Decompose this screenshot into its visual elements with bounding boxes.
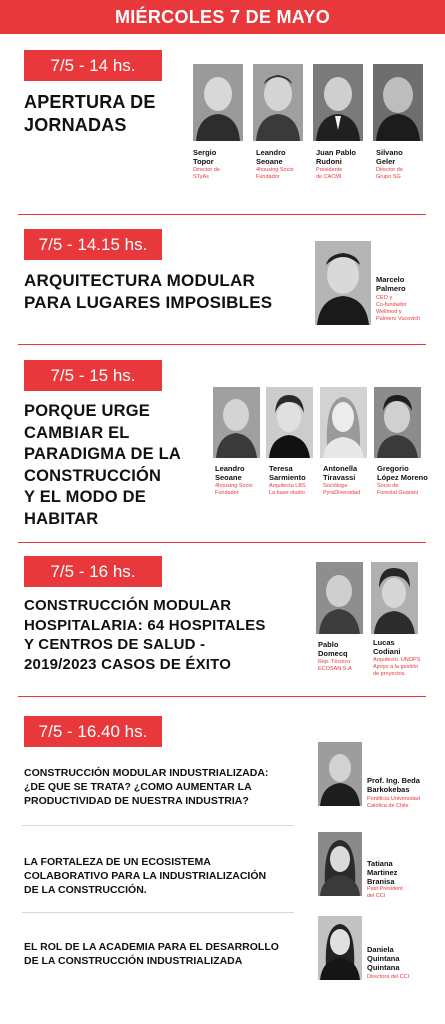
person-portrait-icon <box>193 64 243 141</box>
speaker-role: Past President del CCI <box>367 886 403 899</box>
speaker-role: Socio de Forestal Guaraní <box>377 483 419 496</box>
person-portrait-icon <box>316 562 363 634</box>
speaker-name: Juan Pablo Rudoni <box>316 148 357 166</box>
session-4-time: 7/5 - 16 hs. <box>24 556 162 587</box>
session-5-time: 7/5 - 16.40 hs. <box>24 716 162 747</box>
speaker-photo-teresa-sarmiento <box>266 387 313 458</box>
speaker-name: Leandro Seoane <box>215 464 245 482</box>
session-2-time: 7/5 - 14.15 hs. <box>24 229 162 260</box>
speaker-role: Presidente de CACMI <box>316 167 343 180</box>
talk-divider <box>22 912 294 913</box>
page-header: MIÉRCOLES 7 DE MAYO <box>0 0 445 34</box>
speaker-photo-tatiana-martinez-branisa <box>318 832 362 896</box>
talk-title: CONSTRUCCIÓN MODULAR INDUSTRIALIZADA: ¿DE QUE SE TRATA? ¿COMO AUMENTAR LA PRODUCTIVIDAD DE NUESTRA INDUSTRIA? <box>24 767 269 807</box>
person-portrait-icon <box>315 241 371 325</box>
speaker-photo-sergio-topor <box>193 64 243 141</box>
speaker-name: Daniela Quintana Quintana <box>367 945 400 972</box>
speaker-role: 4housing Socio Fundador <box>256 167 294 180</box>
speaker-photo-leandro-seoane <box>213 387 260 458</box>
speaker-role: Pontificia Universidad Católica de Chile <box>367 796 420 809</box>
person-portrait-icon <box>318 832 362 896</box>
speaker-photo-beda-barkokebas <box>318 742 362 806</box>
person-portrait-icon <box>253 64 303 141</box>
talk-divider <box>22 825 294 826</box>
session-4-title: CONSTRUCCIÓN MODULAR HOSPITALARIA: 64 HOSPITALES Y CENTROS DE SALUD - 2019/2023 CASOS DE ÉXITO <box>24 597 266 673</box>
speaker-name: Gregorio López Moreno <box>377 464 428 482</box>
person-portrait-icon <box>374 387 421 458</box>
person-portrait-icon <box>373 64 423 141</box>
session-3-time: 7/5 - 15 hs. <box>24 360 162 391</box>
speaker-photo-gregorio-lopez-moreno <box>374 387 421 458</box>
speaker-name: Lucas Codiani <box>373 638 401 656</box>
person-portrait-icon <box>318 916 362 980</box>
speaker-role: Arquitecta LBS La base studio <box>269 483 306 496</box>
speaker-photo-leandro-seoane <box>253 64 303 141</box>
speaker-name: Tatiana Martinez Branisa <box>367 859 398 886</box>
speaker-name: Antonella Tiravassi <box>323 464 358 482</box>
person-portrait-icon <box>266 387 313 458</box>
person-portrait-icon <box>320 387 367 458</box>
person-portrait-icon <box>318 742 362 806</box>
speaker-photo-daniela-quintana <box>318 916 362 980</box>
talk-title: EL ROL DE LA ACADEMIA PARA EL DESARROLLO DE LA CONSTRUCCIÓN INDUSTRIALIZADA <box>24 941 279 967</box>
session-1-title: APERTURA DE JORNADAS <box>24 92 156 135</box>
speaker-name: Pablo Domecq <box>318 640 348 658</box>
speaker-name: Teresa Sarmiento <box>269 464 306 482</box>
person-portrait-icon <box>371 562 418 634</box>
speaker-role: Directora del CCI <box>367 974 410 980</box>
session-3-title: PORQUE URGE CAMBIAR EL PARADIGMA DE LA CONSTRUCCIÓN Y EL MODO DE HABITAR <box>24 402 181 528</box>
speaker-role: CEO y Co-fundador Wellmod y Palmero Vucovich <box>376 295 421 322</box>
person-portrait-icon <box>213 387 260 458</box>
speaker-photo-antonella-tiravassi <box>320 387 367 458</box>
speaker-name: Silvano Geler <box>376 148 403 166</box>
speaker-role: Rep. Técnico ECOSAN S.A <box>318 659 352 672</box>
speaker-photo-pablo-domecq <box>316 562 363 634</box>
speaker-role: 4housing Socio Fundador <box>215 483 253 496</box>
section-divider <box>18 542 426 543</box>
session-1-time: 7/5 - 14 hs. <box>24 50 162 81</box>
section-divider <box>18 214 426 215</box>
speaker-role: Arquitecto. UNOPS Apoyo a la gestión de proyectos. <box>373 657 421 677</box>
talk-title: LA FORTALEZA DE UN ECOSISTEMA COLABORATIVO PARA LA INDUSTRIALIZACIÓN DE LA CONSTRUCCIÓN. <box>24 856 267 896</box>
speaker-name: Leandro Seoane <box>256 148 286 166</box>
session-2-title: ARQUITECTURA MODULAR PARA LUGARES IMPOSIBLES <box>24 271 273 312</box>
section-divider <box>18 696 426 697</box>
speaker-name: Prof. Ing. Beda Barkokebas <box>367 776 420 794</box>
speaker-photo-marcelo-palmero <box>315 241 371 325</box>
section-divider <box>18 344 426 345</box>
person-portrait-icon <box>313 64 363 141</box>
speaker-photo-juan-pablo-rudoni <box>313 64 363 141</box>
speaker-photo-lucas-codiani <box>371 562 418 634</box>
speaker-photo-silvano-geler <box>373 64 423 141</box>
speaker-name: Marcelo Palmero <box>376 275 406 293</box>
speaker-role: Socióloga PyraDiversidad <box>323 483 361 496</box>
speaker-name: Sergio Topor <box>193 148 217 166</box>
speaker-role: Director de Grupo SG <box>376 167 403 180</box>
speaker-role: Director de STyAs <box>193 167 220 180</box>
